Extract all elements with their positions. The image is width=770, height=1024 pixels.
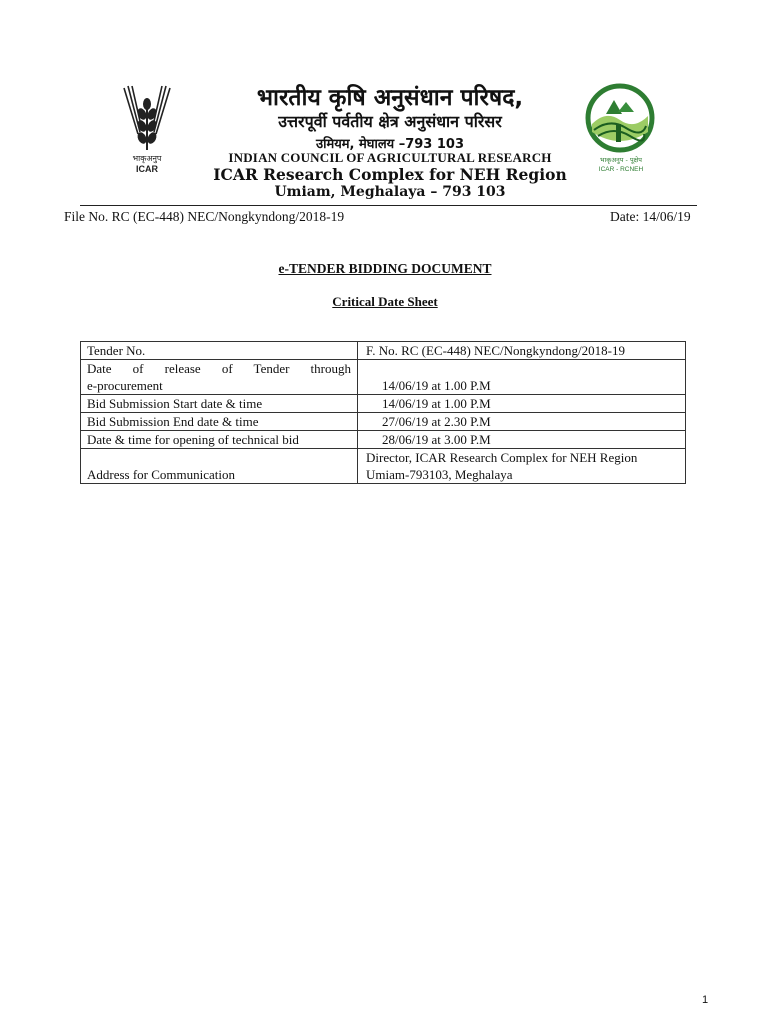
table-row <box>81 449 686 484</box>
table-row <box>81 395 686 413</box>
opening-label: Date & time for opening of technical bid <box>81 431 358 449</box>
release-value: 14/06/19 at 1.00 P.M <box>382 378 491 393</box>
address-value-line2: Umiam-793103, Meghalaya <box>366 467 513 482</box>
end-label: Bid Submission End date & time <box>81 413 358 431</box>
council-name: INDIAN COUNCIL OF AGRICULTURAL RESEARCH <box>228 150 552 165</box>
start-value-cell <box>358 395 686 413</box>
table-row <box>81 342 686 360</box>
address-label: Address for Communication <box>81 449 358 484</box>
release-label-line1: Date of release of Tender through <box>87 361 351 376</box>
icar-logo-hindi: भाकृअनुप <box>132 154 162 163</box>
end-value: 27/06/19 at 2.30 P.M <box>382 414 491 429</box>
address-value-cell <box>358 449 686 484</box>
table-row <box>81 413 686 431</box>
end-value-cell <box>358 413 686 431</box>
document-date: Date: 14/06/19 <box>610 209 691 224</box>
tender-no-label: Tender No. <box>81 342 358 360</box>
hindi-location: उमियम, मेघालय –793 103 <box>315 137 465 152</box>
table-row <box>81 431 686 449</box>
document-title: e-TENDER BIDDING DOCUMENT <box>278 261 492 276</box>
critical-date-table <box>80 341 686 484</box>
release-label-cell <box>81 360 358 395</box>
icar-logo-text: ICAR <box>136 164 158 174</box>
opening-value-cell <box>358 431 686 449</box>
release-value-cell <box>358 360 686 395</box>
start-label: Bid Submission Start date & time <box>81 395 358 413</box>
table-row <box>81 360 686 395</box>
page-number: 1 <box>702 994 709 1006</box>
start-value: 14/06/19 at 1.00 P.M <box>382 396 491 411</box>
header-divider <box>80 205 697 206</box>
complex-name: ICAR Research Complex for NEH Region <box>213 165 567 184</box>
hindi-complex-name: उत्तरपूर्वी पर्वतीय क्षेत्र अनुसंधान परिसर <box>278 112 502 131</box>
rcneh-logo-hindi: भाकृअनुप - पूक्षेप <box>599 156 643 164</box>
release-label-line2: e-procurement <box>87 378 163 393</box>
address-value-line1: Director, ICAR Research Complex for NEH Region <box>366 450 638 465</box>
opening-value: 28/06/19 at 3.00 P.M <box>382 432 491 447</box>
tender-no-value: F. No. RC (EC-448) NEC/Nongkyndong/2018-19 <box>358 342 686 360</box>
hindi-council-name: भारतीय कृषि अनुसंधान परिषद, <box>256 85 524 111</box>
document-subtitle: Critical Date Sheet <box>332 294 438 309</box>
file-number: File No. RC (EC-448) NEC/Nongkyndong/2018-19 <box>64 209 345 224</box>
complex-address: Umiam, Meghalaya – 793 103 <box>274 184 506 200</box>
rcneh-logo-text: ICAR - RCNEH <box>598 166 644 173</box>
rcneh-logo <box>580 80 662 176</box>
